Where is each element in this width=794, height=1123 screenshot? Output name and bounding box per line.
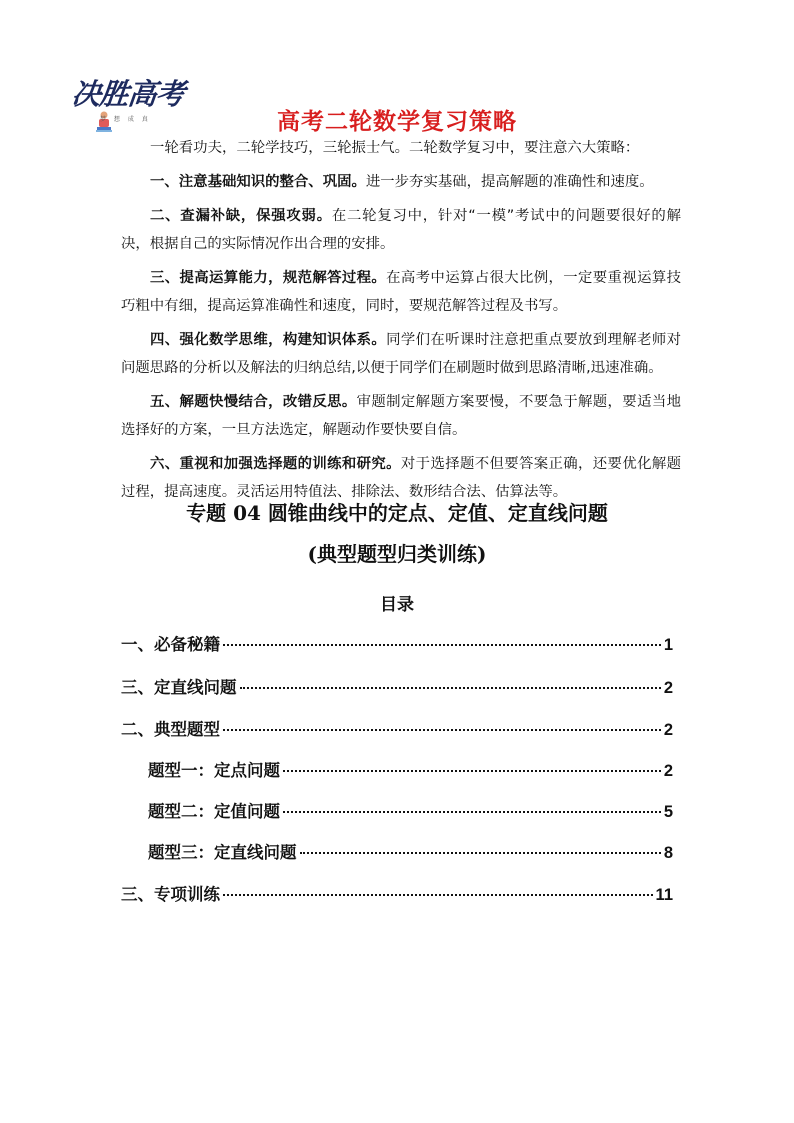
page-title: 高考二轮数学复习策略 [277, 109, 517, 135]
strategy-item-heading: 二、查漏补缺，保强攻弱。 [150, 208, 332, 224]
toc-entry-page: 11 [655, 886, 673, 904]
toc-entry-label: 题型二：定值问题 [148, 802, 280, 821]
strategy-item-heading: 四、强化数学思维，构建知识体系。 [150, 332, 387, 348]
strategy-section [121, 134, 681, 506]
toc-leader-dots [300, 852, 661, 854]
strategy-item-text: 在高考中运算占很大比例，一定要重视运算技巧粗中有细，提高运算准确性和速度，同时，要规范解答过程及书写。 [121, 270, 681, 314]
strategy-item [121, 326, 681, 382]
toc-entry-label: 题型一：定点问题 [148, 761, 280, 780]
toc-entry[interactable] [121, 881, 673, 903]
strategy-item [121, 388, 681, 444]
toc-entry-label: 二、典型题型 [121, 720, 220, 739]
toc-entry-page: 2 [663, 762, 673, 780]
toc-leader-dots [223, 644, 661, 646]
toc-leader-dots [283, 770, 661, 772]
toc-entry-label: 三、定直线问题 [121, 678, 237, 697]
strategy-item-text: 进一步夯实基础，提高解题的准确性和速度。 [365, 174, 654, 190]
toc-leader-dots [240, 687, 661, 689]
toc-entry[interactable] [121, 631, 673, 653]
toc-entry-page: 5 [663, 803, 673, 821]
strategy-item-heading: 五、解题快慢结合，改错反思。 [150, 394, 357, 410]
toc-entry[interactable] [148, 798, 673, 820]
strategy-item-text: 审题制定解题方案要慢，不要急于解题，要适当地选择好的方案，一旦方法选定，解题动作要快要自信。 [121, 394, 681, 438]
topic-title: 专题 04 圆锥曲线中的定点、定值、定直线问题 [186, 501, 608, 525]
toc-entry[interactable] [148, 839, 673, 861]
strategy-item [121, 264, 681, 320]
strategy-intro: 一轮看功夫，二轮学技巧，三轮振士气。二轮数学复习中，要注意六大策略： [150, 140, 640, 156]
logo-text: 决胜高考 [70, 77, 186, 111]
toc-entry[interactable] [121, 674, 673, 696]
strategy-item-heading: 六、重视和加强选择题的训练和研究。 [150, 456, 401, 472]
toc-entry-page: 2 [663, 721, 673, 739]
toc-entry-page: 2 [663, 679, 673, 697]
toc-entry-page: 1 [663, 636, 673, 654]
toc-leader-dots [283, 811, 661, 813]
strategy-item [121, 202, 681, 258]
toc-entry-page: 8 [663, 844, 673, 862]
strategy-item-text: 在二轮复习中，针对“一模”考试中的问题要很好的解决，根据自己的实际情况作出合理的安排。 [121, 208, 681, 252]
logo-subtitle: 梦 想 成 真 [100, 116, 151, 123]
toc-title: 目录 [380, 595, 414, 615]
strategy-item-text: 对于选择题不但要答案正确，还要优化解题过程，提高速度。灵活运用特值法、排除法、数形结合法、估算法等。 [121, 456, 681, 500]
toc-entry[interactable] [148, 757, 673, 779]
strategy-item-text: 同学们在听课时注意把重点要放到理解老师对问题思路的分析以及解法的归纳总结,以便于同学们在刷题时做到思路清晰,迅速准确。 [121, 332, 681, 376]
toc-leader-dots [223, 729, 661, 731]
strategy-item-heading: 三、提高运算能力，规范解答过程。 [150, 270, 387, 286]
toc-entry[interactable] [121, 716, 673, 738]
toc-entry-label: 一、必备秘籍 [121, 635, 220, 654]
toc-entry-label: 三、专项训练 [121, 885, 220, 904]
toc-entry-label: 题型三：定直线问题 [148, 843, 297, 862]
topic-subtitle: (典型题型归类训练) [307, 542, 487, 566]
toc-leader-dots [223, 894, 653, 896]
strategy-item-heading: 一、注意基础知识的整合、巩固。 [150, 174, 366, 190]
strategy-item [121, 168, 681, 196]
